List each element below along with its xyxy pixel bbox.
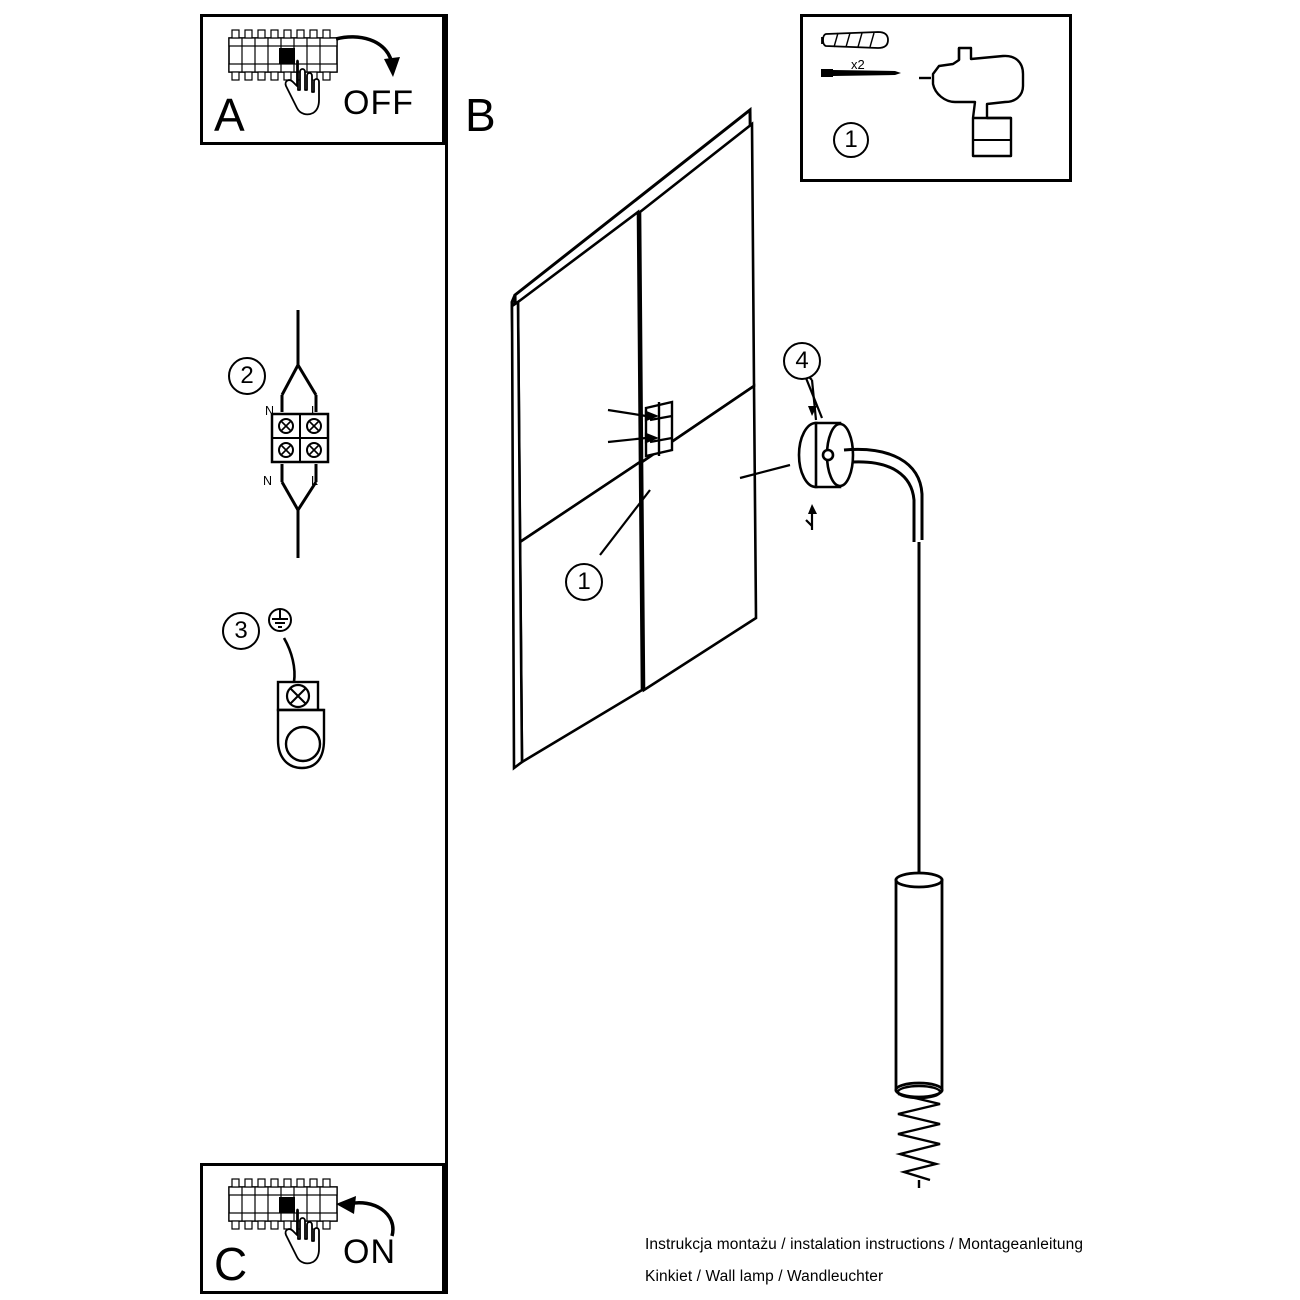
terminal-label-top-l: L — [311, 404, 318, 418]
parts-callout-1: 1 — [833, 122, 869, 158]
mounting-callout-1: 1 — [565, 563, 603, 601]
wall-plug-icon — [820, 28, 890, 52]
step-callout-2: 2 — [228, 357, 266, 395]
hand-pointing-icon — [281, 1209, 325, 1267]
panel-c-state-label: ON — [343, 1233, 396, 1271]
terminal-label-bottom-l: L — [311, 474, 318, 488]
hand-pointing-icon — [281, 60, 325, 118]
footer-line-2: Kinkiet / Wall lamp / Wandleuchter — [645, 1268, 884, 1285]
section-divider — [445, 14, 448, 1294]
panel-b-letter: B — [465, 89, 496, 141]
parts-quantity-label: x2 — [851, 57, 865, 72]
wall-lamp-assembly-diagram — [460, 90, 1100, 1210]
footer-line-1: Instrukcja montażu / instalation instructions / Montageanleitung — [645, 1236, 1084, 1253]
earth-ground-screw-step — [262, 634, 334, 779]
wire-terminal-block-step — [268, 310, 348, 560]
panel-a-state-label: OFF — [343, 84, 414, 122]
panel-a-letter: A — [214, 89, 245, 141]
terminal-label-top-n: N — [265, 404, 275, 418]
callout-4-leader — [800, 378, 840, 428]
step-callout-3: 3 — [222, 612, 260, 650]
terminal-label-bottom-n: N — [263, 474, 273, 488]
panel-c-letter: C — [214, 1238, 248, 1290]
footer-text — [645, 1236, 1083, 1286]
earth-ground-icon — [265, 608, 295, 636]
curved-arrow-down-icon — [334, 33, 400, 85]
mounting-callout-4: 4 — [783, 342, 821, 380]
